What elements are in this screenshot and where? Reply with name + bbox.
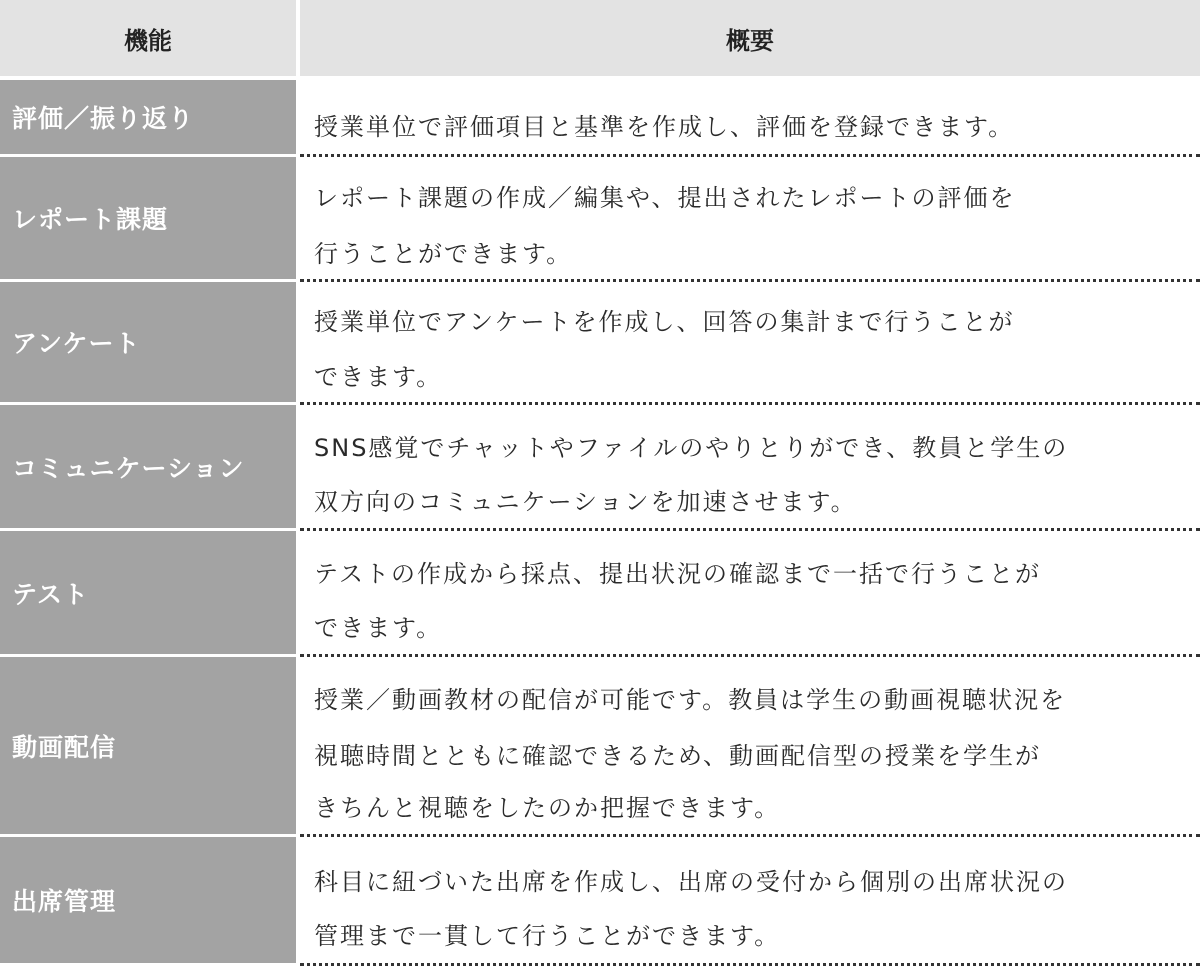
description-line: 行うことができます。 [314, 240, 573, 268]
description-line: 授業単位でアンケートを作成し、回答の集計まで行うことが [314, 308, 1015, 336]
description-line: 授業／動画教材の配信が可能です。教員は学生の動画視聴状況を [314, 686, 1067, 714]
function-cell: レポート課題 [0, 157, 296, 279]
function-cell: テスト [0, 531, 296, 654]
table-row [0, 282, 1200, 405]
function-cell: 出席管理 [0, 837, 296, 963]
table-row [0, 657, 1200, 837]
description-line: 科目に紐づいた出席を作成し、出席の受付から個別の出席状況の [314, 868, 1068, 896]
description-cell [300, 282, 1200, 405]
description-cell [300, 405, 1200, 531]
description-line: 視聴時間とともに確認できるため、動画配信型の授業を学生が [314, 742, 1042, 770]
description-line: レポート課題の作成／編集や、提出されたレポートの評価を [314, 184, 1016, 212]
function-cell: コミュニケーション [0, 405, 296, 528]
table-row [0, 405, 1200, 531]
description-line: できます。 [314, 614, 443, 642]
function-cell: 動画配信 [0, 657, 296, 834]
description-cell [300, 157, 1200, 282]
table-row [0, 531, 1200, 657]
description-cell [300, 80, 1200, 157]
description-cell [300, 837, 1200, 966]
description-line: SNS感覚でチャットやファイルのやりとりができ、教員と学生の [314, 434, 1069, 462]
header-summary: 概要 [300, 0, 1200, 76]
function-cell: アンケート [0, 282, 296, 402]
description-line: きちんと視聴をしたのか把握できます。 [314, 794, 781, 822]
description-line: 授業単位で評価項目と基準を作成し、評価を登録できます。 [314, 113, 1015, 141]
description-line: 双方向のコミュニケーションを加速させます。 [314, 488, 857, 516]
description-line: 管理まで一貫して行うことができます。 [314, 922, 781, 950]
table-row [0, 157, 1200, 282]
table-row [0, 837, 1200, 966]
description-line: テストの作成から採点、提出状況の確認まで一括で行うことが [314, 560, 1042, 588]
header-function: 機能 [0, 0, 296, 76]
description-cell [300, 531, 1200, 657]
table-row [0, 80, 1200, 157]
description-cell [300, 657, 1200, 837]
function-cell: 評価／振り返り [0, 80, 296, 154]
table-header [0, 0, 1200, 76]
description-line: できます。 [314, 363, 443, 391]
